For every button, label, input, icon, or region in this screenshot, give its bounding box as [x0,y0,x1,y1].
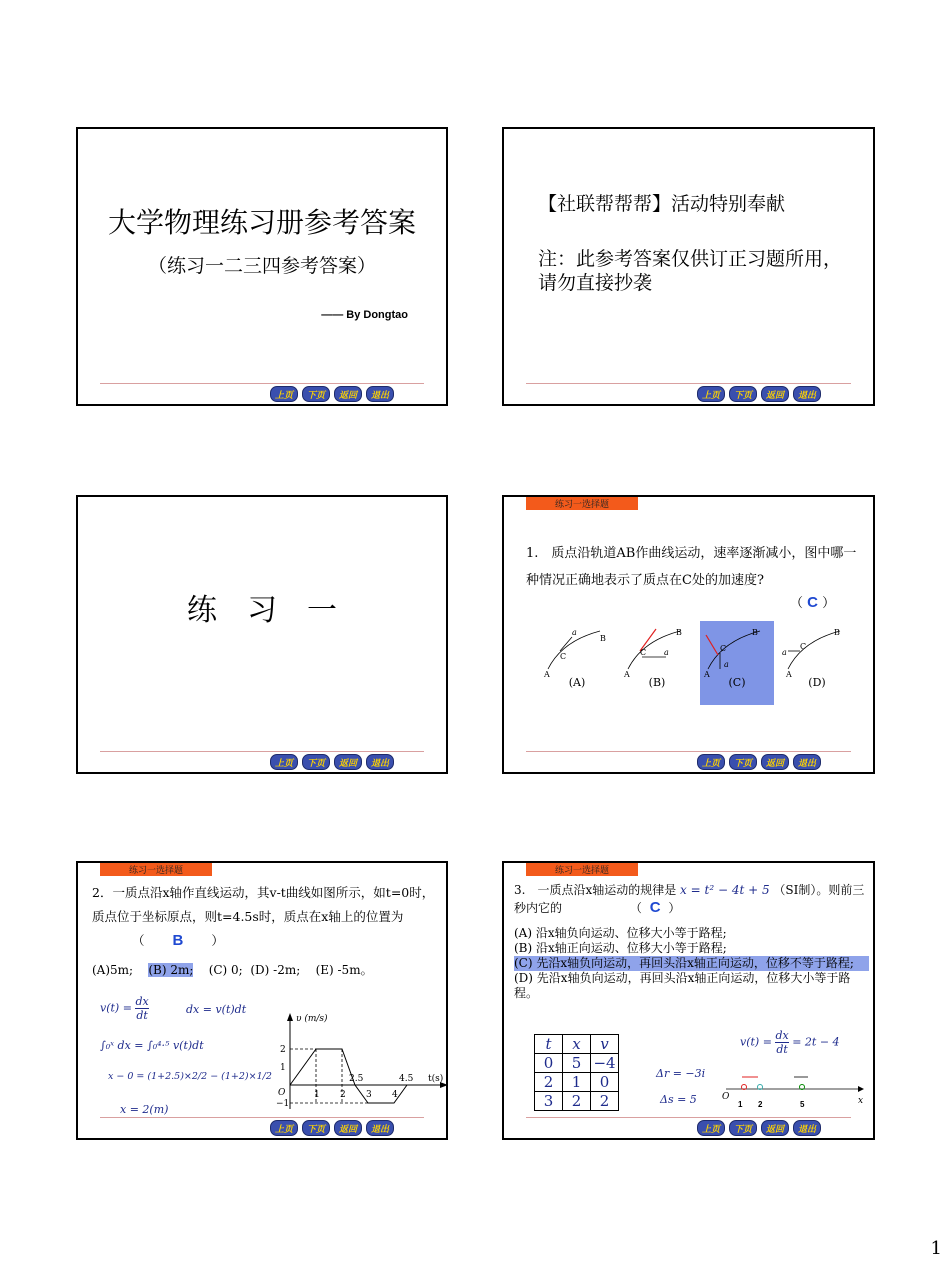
exit-button[interactable]: 退出 [793,386,821,402]
pt-c: C [720,644,727,653]
velocity-lhs: v(t) = [740,1035,772,1049]
option-a: (A)5m; [92,963,134,977]
exit-button[interactable]: 退出 [366,754,394,770]
slide-question-3 [502,861,875,1140]
option-c: (C) 0; [208,963,243,977]
pt-b: B [600,634,606,643]
back-button[interactable]: 返回 [334,1120,362,1136]
figure-label: (B) [648,676,666,689]
delta-s: Δs = 5 [660,1093,697,1106]
figure-row [504,621,875,711]
footer-divider [526,751,851,752]
question-part1: 3. 一质点沿x轴运动的规律是 [514,883,677,897]
velocity-formula [740,1029,840,1056]
answer-paren-close: ） [822,596,836,611]
section-tag: 练习一选择题 [526,863,638,876]
cell: 1 [563,1073,591,1092]
pt-a: A [704,670,710,679]
question-text: 1. 质点沿轨道AB作曲线运动，速率逐渐减小，图中哪一种情况正确地表示了质点在C处的加速度? [526,546,857,588]
pt-b: B [676,628,682,637]
option-c: (C) 先沿x轴负向运动，再回头沿x轴正向运动，位移不等于路程; [514,956,869,971]
exit-button[interactable]: 退出 [793,1120,821,1136]
y-tick: −1 [276,1099,290,1109]
options-list [514,926,869,1001]
option-a: (A) 沿x轴负向运动、位移大小等于路程; [514,926,727,940]
formula-velocity [100,995,149,1022]
nav-bar [270,386,394,402]
exit-button[interactable]: 退出 [793,754,821,770]
nav-bar [697,754,821,770]
y-tick: 2 [280,1045,286,1055]
acc-label: a [724,660,729,669]
next-button[interactable]: 下页 [302,1120,330,1136]
page-number: 1 [930,1238,942,1259]
header-t: t [535,1035,563,1054]
answer-paren-open: （ [132,933,145,948]
next-button[interactable]: 下页 [729,1120,757,1136]
next-button[interactable]: 下页 [302,386,330,402]
option-b: (B) 2m; [148,963,194,977]
option-d: (D) 先沿x轴负向运动，再回头沿x轴正向运动，位移大小等于路程。 [514,971,851,1000]
tx-table [534,1034,619,1111]
x-axis-label: t(s) [428,1074,444,1084]
question-text [514,881,869,917]
pt-a: A [544,670,550,679]
subtitle: （练习一二三四参考答案） [147,255,376,277]
slide-title [76,127,448,406]
header-x: x [563,1035,591,1054]
acc-label: a [664,648,669,657]
section-tag: 练习一选择题 [526,497,638,510]
answer-paren-open: （ [629,901,642,915]
pt-a: A [624,670,630,679]
pt-c: C [560,652,567,661]
pt-c: C [640,648,647,657]
cell: 2 [563,1092,591,1111]
prev-button[interactable]: 上页 [697,386,725,402]
option-d: (D) -2m; [250,963,301,977]
y-axis-label: υ (m/s) [296,1014,328,1024]
formula-result: x = 2(m) [120,1103,169,1116]
options-row [92,961,373,978]
prev-button[interactable]: 上页 [697,1120,725,1136]
axis-tick: 2 [758,1100,763,1109]
footer-divider [526,383,851,384]
cell: −4 [591,1054,619,1073]
nav-bar [270,1120,394,1136]
answer-value: C [807,594,818,611]
back-button[interactable]: 返回 [334,754,362,770]
cell: 0 [591,1073,619,1092]
figure-d [780,621,854,705]
question-part2: （SI制）。则前三秒内它的 [514,883,865,915]
formula-calc: x − 0 = (1+2.5)×2/2 − (1+2)×1/2 [108,1071,272,1082]
cell: 3 [535,1092,563,1111]
axis-label: x [858,1096,864,1106]
slide-question-1 [502,495,875,774]
x-tick: 4 [392,1090,398,1100]
pt-b: B [752,628,758,637]
nav-bar [697,1120,821,1136]
notice-body: 注：此参考答案仅供订正习题所用，请勿直接抄袭 [538,248,843,294]
x-tick: 3 [366,1090,372,1100]
cell: 0 [535,1054,563,1073]
x-tick: 2.5 [349,1074,364,1084]
question-text [92,881,442,953]
table-header [535,1035,619,1054]
footer-divider [100,751,424,752]
vt-chart [268,1011,448,1111]
next-button[interactable]: 下页 [302,754,330,770]
y-axis-arrow [287,1013,293,1021]
acc-label: a [572,628,577,637]
velocity-rhs: = 2t − 4 [792,1035,840,1049]
x-tick: 2 [340,1090,346,1100]
slide-question-2 [76,861,448,1140]
table-row [535,1054,619,1073]
cell: 2 [591,1092,619,1111]
back-button[interactable]: 返回 [761,754,789,770]
answer-value: B [172,932,184,949]
formula-integral: ∫₀ˣ dx = ∫₀⁴·⁵ v(t)dt [100,1039,204,1052]
table-row [535,1073,619,1092]
prev-button[interactable]: 上页 [270,1120,298,1136]
formula-dx: dx = v(t)dt [186,1003,247,1016]
prev-button[interactable]: 上页 [270,386,298,402]
back-button[interactable]: 返回 [334,386,362,402]
main-title: 大学物理练习册参考答案 [107,206,416,239]
velocity-num: dx [775,1029,789,1042]
figure-label: (A) [568,676,586,689]
nav-bar [270,754,394,770]
pt-a: A [786,670,792,679]
exit-button[interactable]: 退出 [366,386,394,402]
answer-line [790,592,835,611]
notice-title: 【社联帮帮帮】活动特别奉献 [538,193,786,215]
answer-paren-close: ） [668,901,681,915]
back-button[interactable]: 返回 [761,386,789,402]
exit-button[interactable]: 退出 [366,1120,394,1136]
next-button[interactable]: 下页 [729,754,757,770]
footer-divider [526,1117,851,1118]
answer-paren-open: （ [790,596,804,611]
acc-label: a [782,648,787,657]
pt-b: B [834,628,840,637]
axis-tick: 1 [738,1100,743,1109]
table-row [535,1092,619,1111]
velocity-den: dt [776,1043,788,1056]
x-tick: 4.5 [399,1074,414,1084]
prev-button[interactable]: 上页 [697,754,725,770]
origin-label: O [278,1088,286,1098]
byline: —— By Dongtao [321,309,408,321]
figure-c-selected [700,621,774,705]
figure-label: (C) [728,676,746,689]
figure-b [620,621,694,705]
delta-r: Δr = −3i [656,1067,706,1080]
cell: 5 [563,1054,591,1073]
footer-divider [100,383,424,384]
next-button[interactable]: 下页 [729,386,757,402]
slide-section [76,495,448,774]
axis-origin: O [722,1092,730,1102]
prev-button[interactable]: 上页 [270,754,298,770]
back-button[interactable]: 返回 [761,1120,789,1136]
y-tick: 1 [280,1063,286,1073]
option-b: (B) 沿x轴正向运动、位移大小等于路程; [514,941,727,955]
pt-c: C [800,642,807,651]
x-axis-diagram [718,1063,866,1113]
footer-divider [100,1117,424,1118]
formula-v-num: dx [135,995,149,1008]
slide-notice [502,127,875,406]
axis-tick: 5 [800,1100,805,1109]
x-tick: 1 [314,1090,320,1100]
figure-a [540,621,614,705]
question-body: 2．一质点沿x轴作直线运动，其v-t曲线如图所示，如t=0时，质点位于坐标原点，则t=4.5s时，质点在x轴上的位置为 [92,885,435,924]
cell: 2 [535,1073,563,1092]
section-tag: 练习一选择题 [100,863,212,876]
answer-paren-close: ） [211,933,224,948]
question-equation: x = t² − 4t + 5 [680,883,770,897]
nav-bar [697,386,821,402]
formula-v-lhs: v(t) = [100,1001,132,1015]
figure-label: (D) [808,676,826,689]
option-e: (E) -5m。 [315,963,373,977]
formula-v-den: dt [136,1009,148,1022]
answer-value: C [649,899,661,916]
section-title: 练习一 [187,593,367,628]
header-v: v [591,1035,619,1054]
